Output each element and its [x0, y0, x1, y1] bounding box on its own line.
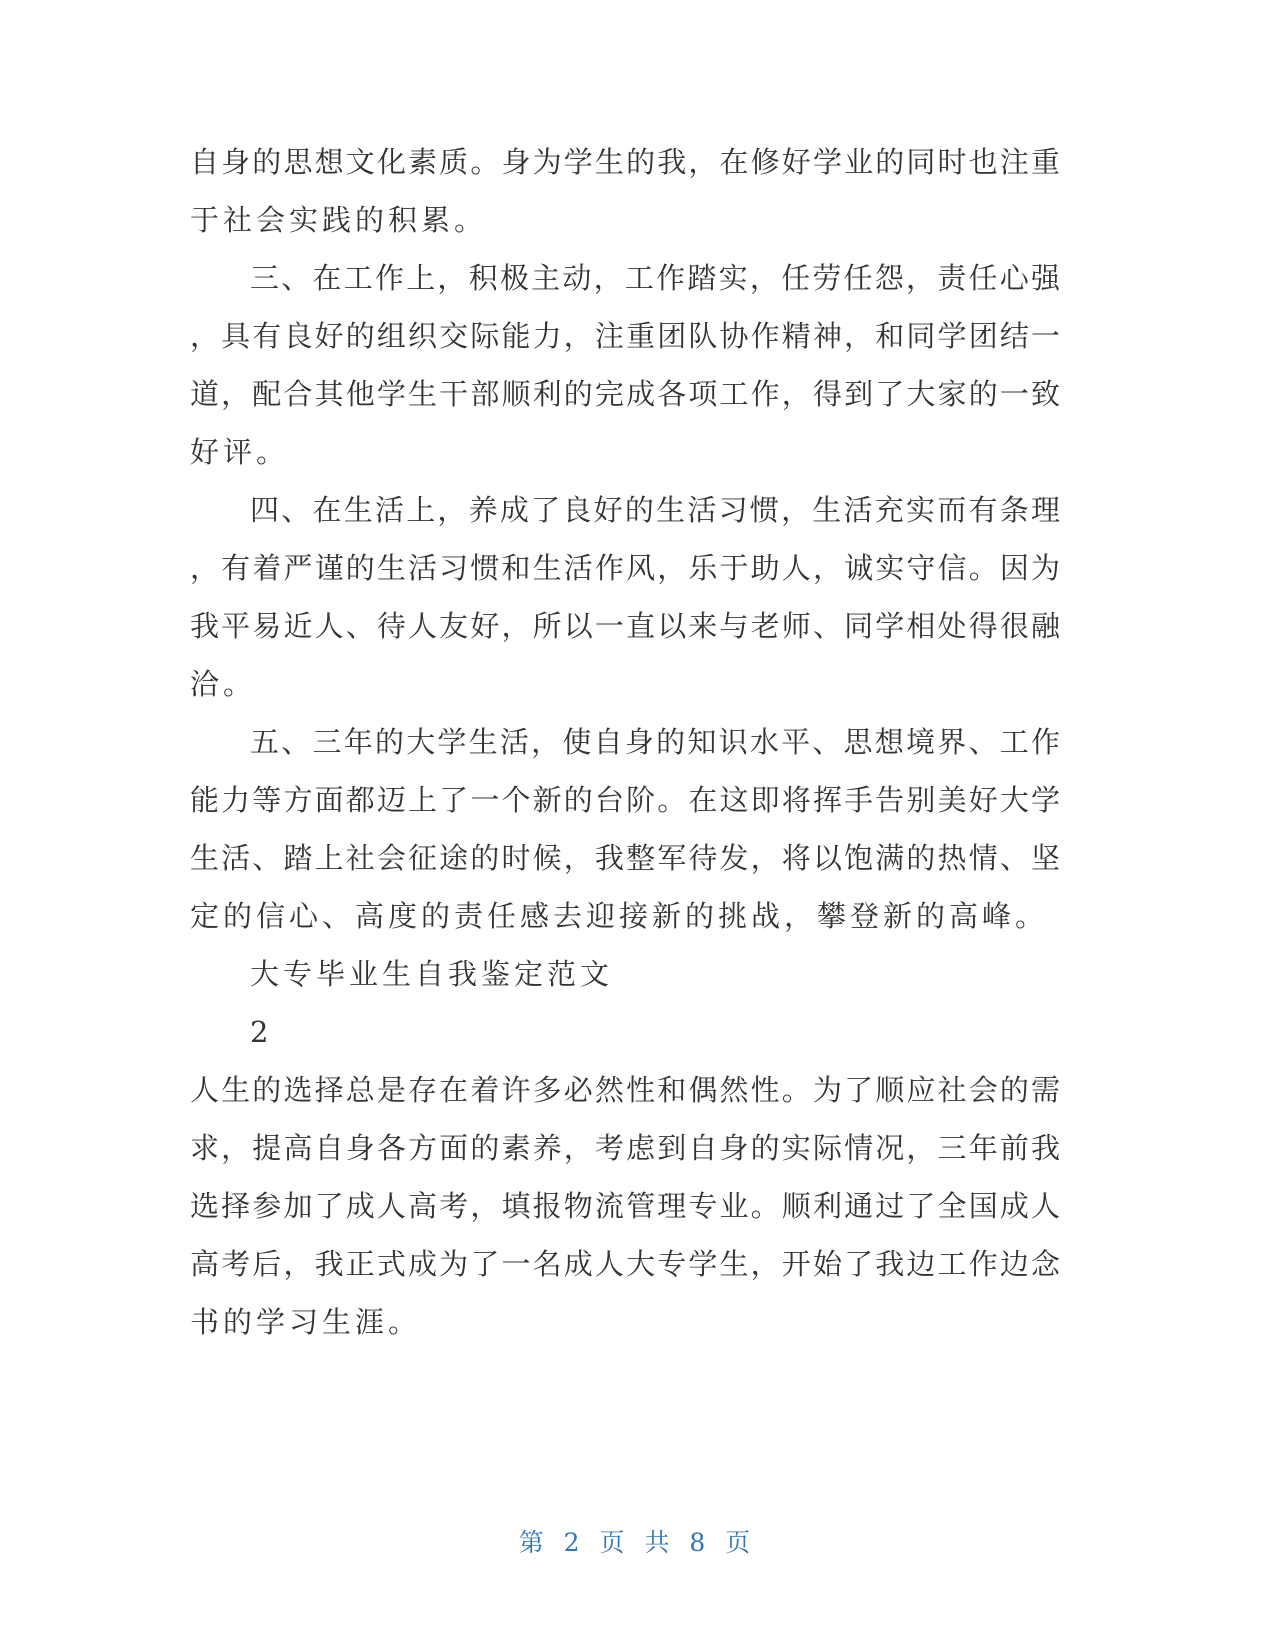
paragraph-line: ，具有良好的组织交际能力，注重团队协作精神，和同学团结一	[190, 319, 1060, 353]
total-page-number: 8	[689, 1528, 712, 1557]
footer-suffix: 页	[725, 1528, 757, 1557]
paragraph-line: 好评。	[190, 435, 290, 469]
paragraph-line: 我平易近人、待人友好，所以一直以来与老师、同学相处得很融	[190, 609, 1060, 643]
paragraph-line: 选择参加了成人高考，填报物流管理专业。顺利通过了全国成人	[190, 1189, 1060, 1223]
paragraph-line: 书的学习生涯。	[190, 1305, 422, 1339]
paragraph-line: 人生的选择总是存在着许多必然性和偶然性。为了顺应社会的需	[190, 1073, 1060, 1107]
footer-middle: 页 共	[599, 1528, 676, 1557]
paragraph-line: 生活、踏上社会征途的时候，我整军待发，将以饱满的热情、坚	[190, 841, 1060, 875]
paragraph-line: 五、三年的大学生活，使自身的知识水平、思想境界、工作	[250, 725, 1060, 759]
paragraph-line: 三、在工作上，积极主动，工作踏实，任劳任怨，责任心强	[250, 261, 1060, 295]
current-page-number: 2	[563, 1528, 586, 1557]
paragraph-line: 求，提高自身各方面的素养，考虑到自身的实际情况，三年前我	[190, 1131, 1060, 1165]
paragraph-line: 能力等方面都迈上了一个新的台阶。在这即将挥手告别美好大学	[190, 783, 1060, 817]
paragraph-line: 定的信心、高度的责任感去迎接新的挑战，攀登新的高峰。	[190, 899, 1049, 933]
paragraph-line: 道，配合其他学生干部顺利的完成各项工作，得到了大家的一致	[190, 377, 1060, 411]
paragraph-line: ，有着严谨的生活习惯和生活作风，乐于助人，诚实守信。因为	[190, 551, 1060, 585]
paragraph-line: 高考后，我正式成为了一名成人大专学生，开始了我边工作边念	[190, 1247, 1060, 1281]
section-title: 大专毕业生自我鉴定范文	[250, 957, 614, 991]
paragraph-line: 四、在生活上，养成了良好的生活习惯，生活充实而有条理	[250, 493, 1060, 527]
paragraph-line: 于社会实践的积累。	[190, 203, 488, 237]
paragraph-line: 自身的思想文化素质。身为学生的我，在修好学业的同时也注重	[190, 145, 1060, 179]
section-number: 2	[250, 1015, 273, 1049]
footer-prefix: 第	[518, 1528, 550, 1557]
paragraph-line: 洽。	[190, 667, 257, 701]
page-footer	[0, 1525, 1275, 1561]
